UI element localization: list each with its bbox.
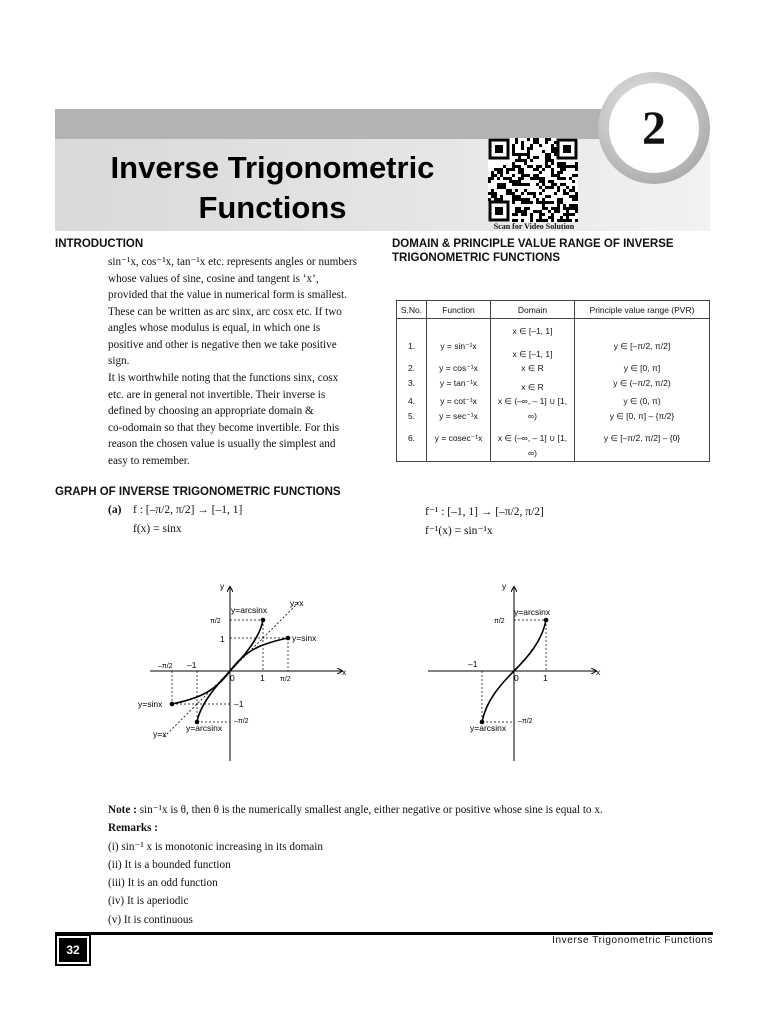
tick-neg-pi-over-2-y: –π/2 [518, 718, 533, 725]
label-y-equals-x: y=x [290, 598, 304, 608]
item-label-a: (a) [108, 504, 122, 516]
tick-pi-over-2-x: π/2 [280, 676, 291, 683]
domain-heading [392, 238, 714, 264]
intro-line: whose values of sine, cosine and tangent is ‘x’, [108, 272, 319, 285]
intro-line: These can be written as arc sinx, arc cosx etc. If two [108, 305, 342, 318]
chapter-title [60, 148, 485, 228]
tick-zero: 0 [230, 673, 235, 683]
table-row [397, 319, 710, 462]
list-item: (v) It is continuous [108, 913, 193, 926]
domain-range-table [396, 300, 710, 462]
introduction-heading: INTRODUCTION [55, 238, 144, 250]
tick-neg-one-x: –1 [187, 660, 197, 670]
domain-heading-line2: TRIGONOMETRIC FUNCTIONS [392, 252, 561, 264]
tick-neg-one-x: –1 [468, 659, 478, 669]
intro-line: etc. are in general not invertible. Their inverse is [108, 388, 326, 401]
qr-code-icon[interactable] [488, 138, 578, 222]
intro-line: provided that the value in numerical form is smallest. [108, 289, 347, 301]
tick-neg-pi-over-2-y: –π/2 [234, 718, 249, 725]
intro-line: reason the chosen value is usually the simplest and [108, 438, 336, 450]
intro-line: It is worthwhile noting that the functions sinx, cosx [108, 372, 339, 384]
endpoint [170, 702, 175, 707]
label-arcsinx-top: y=arcsinx [231, 605, 268, 615]
chapter-title-line1: Inverse Trigonometric [110, 150, 435, 185]
tick-zero: 0 [514, 673, 519, 683]
definition-arcsinx: f⁻¹(x) = sin⁻¹x [425, 525, 493, 537]
qr-caption: Scan for Video Solution [493, 222, 575, 231]
intro-line: defined by choosing an appropriate domain & [108, 405, 314, 417]
page-number: 32 [59, 938, 87, 962]
introduction-paragraph-1 [108, 254, 376, 370]
label-arcsinx-top: y=arcsinx [514, 607, 551, 617]
endpoint [261, 618, 266, 623]
introduction-paragraph-2 [108, 370, 376, 469]
intro-line: sin⁻¹x, cos⁻¹x, tan⁻¹x etc. represents angles or numbers [108, 256, 357, 268]
intro-line: easy to remember. [108, 454, 190, 467]
label-arcsinx-bottom: y=arcsinx [186, 723, 223, 733]
label-sinx-left: y=sinx [138, 699, 163, 709]
tick-neg-one-y: –1 [234, 699, 244, 709]
tick-neg-pi-over-2-x: –π/2 [158, 663, 173, 670]
column-header-sno: S.No. [397, 301, 427, 319]
tick-pi-over-2-y: π/2 [210, 618, 221, 625]
note-line [108, 801, 728, 819]
note-text: sin⁻¹x is θ, then θ is the numerically smallest angle, either negative or positive whose sine is equal to x. [136, 804, 603, 816]
label-arcsinx-bottom: y=arcsinx [470, 723, 507, 733]
intro-line: sign. [108, 355, 130, 367]
list-item: (i) sin⁻¹ x is monotonic increasing in its domain [108, 840, 323, 853]
intro-line: positive and other is negative then we take positive [108, 338, 337, 351]
remarks-label: Remarks : [108, 822, 159, 835]
tick-one-y: 1 [220, 634, 225, 644]
graph-heading: GRAPH OF INVERSE TRIGONOMETRIC FUNCTIONS [55, 486, 341, 498]
definition-sinx: f(x) = sinx [133, 523, 182, 535]
mapping-arcsinx: f⁻¹ : [–1, 1] → [–π/2, π/2] [425, 506, 544, 518]
mapping-sinx: f : [–π/2, π/2] → [–1, 1] [133, 504, 243, 516]
x-axis-label: x [342, 667, 347, 677]
header-band-dark [55, 109, 615, 139]
page-number-box [55, 934, 91, 966]
endpoint [544, 618, 549, 623]
cell-pvr: y ∈ [–π/2, π/2] y ∈ [0, π] y ∈ (–π/2, π/2) y ∈ (0, π) y ∈ [0, π] – {π/2} y ∈ [–π/2, π/2] – {0} [575, 319, 710, 462]
x-axis-label: x [596, 667, 601, 677]
y-axis-label: y [502, 581, 507, 591]
column-header-domain: Domain [491, 301, 575, 319]
tick-pi-over-2-y: π/2 [494, 618, 505, 625]
y-axis-label: y [220, 581, 225, 591]
graph-sinx-arcsinx [130, 575, 360, 770]
table-header-row [397, 301, 710, 319]
note-label: Note : [108, 804, 137, 816]
domain-heading-line1: DOMAIN & PRINCIPLE VALUE RANGE OF INVERSE [392, 238, 674, 250]
cell-function: y = sin⁻¹x y = cos⁻¹x y = tan⁻¹x y = cot⁻¹x y = sec⁻¹x y = cosec⁻¹x [427, 319, 491, 462]
notes-remarks [108, 801, 728, 929]
chapter-number: 2 [609, 83, 699, 173]
list-item: (iii) It is an odd function [108, 877, 218, 890]
running-title: Inverse Trigonometric Functions [552, 935, 713, 946]
label-sinx-right: y=sinx [292, 633, 317, 643]
intro-line: co-odomain so that they become invertible. For this [108, 421, 340, 434]
tick-one-x: 1 [543, 673, 548, 683]
label-y-equals-x-bottom: y=x [153, 729, 167, 739]
tick-one-x: 1 [260, 673, 265, 683]
endpoint [286, 636, 291, 641]
intro-line: angles whose modulus is equal, in which one is [108, 322, 321, 334]
graph-arcsinx [420, 575, 610, 770]
chapter-title-line2: Functions [198, 190, 347, 225]
list-item: (ii) It is a bounded function [108, 858, 231, 871]
list-item: (iv) It is aperiodic [108, 895, 189, 908]
cell-sno: 1. 2. 3. 4. 5. 6. [397, 319, 427, 462]
column-header-pvr: Principle value range (PVR) [575, 301, 710, 319]
cell-domain: x ∈ [–1, 1] x ∈ [–1, 1] x ∈ R x ∈ R x ∈ (–∞, – 1] ∪ [1, ∞) x ∈ (–∞, – 1] ∪ [1, ∞) [491, 319, 575, 462]
column-header-function: Function [427, 301, 491, 319]
